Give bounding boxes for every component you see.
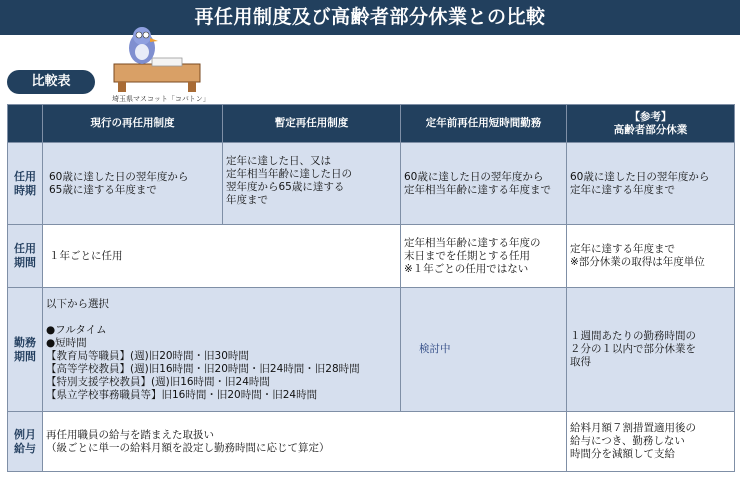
cell-current-provisional-term: １年ごとに任用 bbox=[43, 225, 401, 288]
comparison-table bbox=[7, 104, 735, 472]
cell-short-time-term: 定年相当年齢に達する年度の 末日までを任期とする任用 ※１年ごとの任用ではない bbox=[401, 225, 567, 288]
table-row-appointment-period bbox=[8, 143, 735, 225]
row-label-working-hours: 勤務 期間 bbox=[8, 288, 43, 412]
row-label-appointment-period: 任用 時期 bbox=[8, 143, 43, 225]
row-label-monthly-salary: 例月 給与 bbox=[8, 412, 43, 472]
cell-short-time-appointment-period: 60歳に達した日の翌年度から 定年相当年齢に達する年度まで bbox=[401, 143, 567, 225]
table-row-monthly-salary bbox=[8, 412, 735, 472]
header-provisional-reappointment: 暫定再任用制度 bbox=[223, 105, 401, 143]
cell-short-time-hours: 検討中 bbox=[401, 288, 567, 412]
table-header-row bbox=[8, 105, 735, 143]
header-corner bbox=[8, 105, 43, 143]
cell-partial-leave-term: 定年に達する年度まで ※部分休業の取得は年度単位 bbox=[567, 225, 735, 288]
cell-current-provisional-hours: 以下から選択 ●フルタイム ●短時間 【教育局等職員】(週)旧20時間・旧30時間 【高等学校教員】(週)旧16時間・旧20時間・旧24時間・旧28時間 【特別支援学校教員】(週)旧16時間・旧24時間 【県立学校事務職員等】旧16時間・旧20時間・旧24時間 bbox=[43, 288, 401, 412]
mascot-illustration bbox=[112, 24, 202, 94]
page-title: 再任用制度及び高齢者部分休業との比較 bbox=[0, 0, 740, 35]
comparison-badge: 比較表 bbox=[7, 70, 95, 94]
cell-partial-leave-hours: １週間あたりの勤務時間の ２分の１以内で部分休業を 取得 bbox=[567, 288, 735, 412]
mascot-caption: 埼玉県マスコット「コバトン」 bbox=[112, 95, 210, 103]
cell-current-appointment-period: 60歳に達した日の翌年度から 65歳に達する年度まで bbox=[43, 143, 223, 225]
cell-partial-leave-appointment-period: 60歳に達した日の翌年度から 定年に達する年度まで bbox=[567, 143, 735, 225]
header-current-reappointment: 現行の再任用制度 bbox=[43, 105, 223, 143]
table-row-working-hours bbox=[8, 288, 735, 412]
cell-salary-treatment: 再任用職員の給与を踏まえた取扱い （級ごとに単一の給料月額を設定し勤務時間に応じて算定） bbox=[43, 412, 567, 472]
header-reference-tag: 【参考】 bbox=[629, 110, 672, 123]
table-row-appointment-term bbox=[8, 225, 735, 288]
header-partial-leave bbox=[567, 105, 735, 143]
cell-provisional-appointment-period: 定年に達した日、又は 定年相当年齢に達した日の 翌年度から65歳に達する 年度まで bbox=[223, 143, 401, 225]
header-pre-retirement-short-time: 定年前再任用短時間勤務 bbox=[401, 105, 567, 143]
cell-partial-leave-salary: 給料月額７割措置適用後の 給与につき、勤務しない 時間分を減額して支給 bbox=[567, 412, 735, 472]
header-partial-leave-label: 高齢者部分休業 bbox=[613, 123, 688, 136]
row-label-appointment-term: 任用 期間 bbox=[8, 225, 43, 288]
